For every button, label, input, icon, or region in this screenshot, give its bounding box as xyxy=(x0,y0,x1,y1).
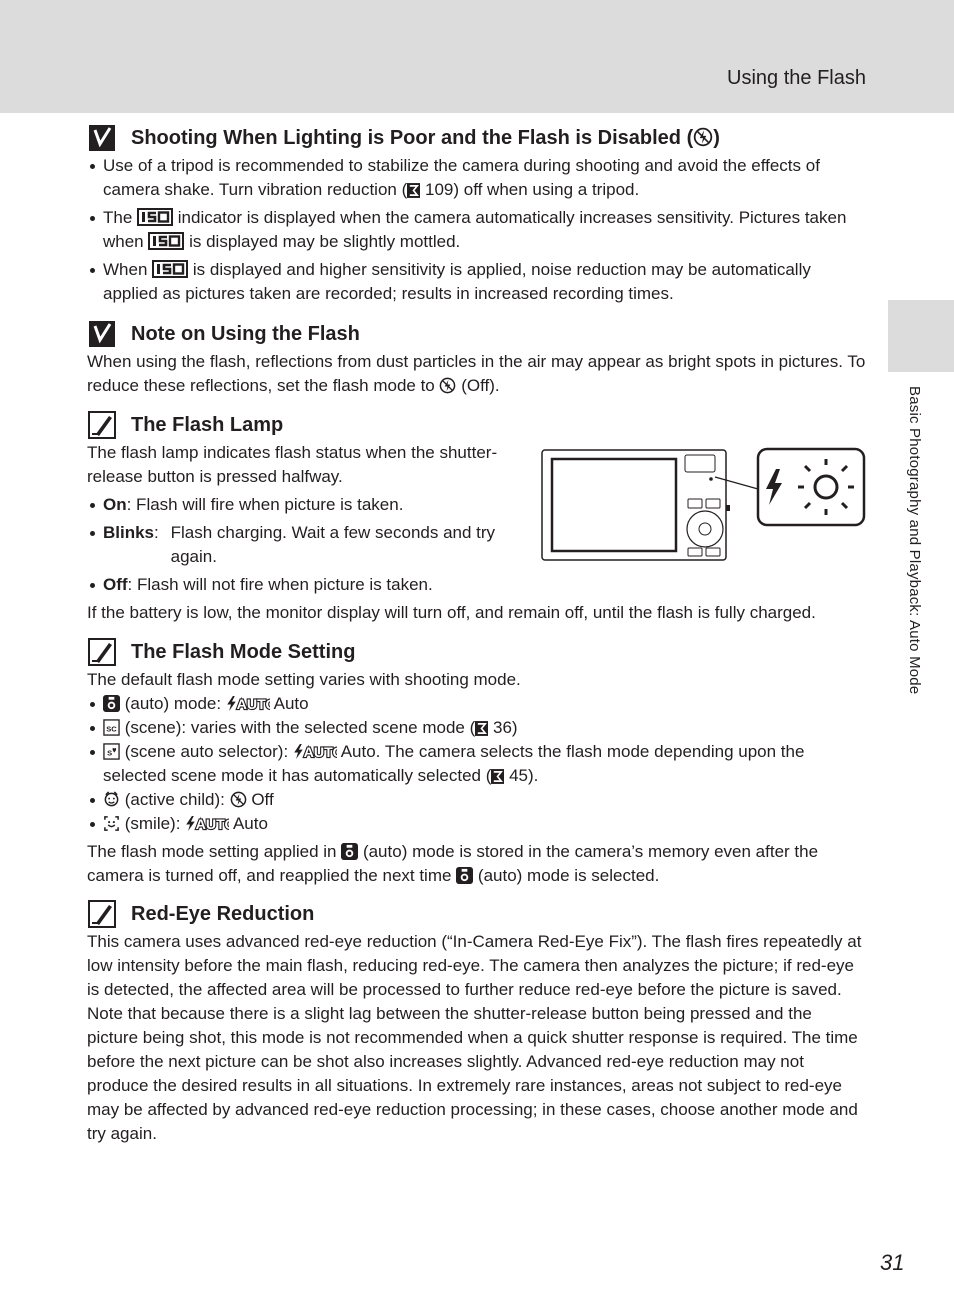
list-item: Off: Flash will not fire when picture is taken. xyxy=(87,573,517,597)
flash-auto-icon xyxy=(185,815,229,832)
check-icon xyxy=(88,124,116,152)
flash-off-icon xyxy=(230,791,247,808)
pencil-icon xyxy=(88,900,116,928)
flash-auto-icon xyxy=(293,743,337,760)
camera-illustration xyxy=(540,447,870,565)
section-note xyxy=(87,320,867,398)
flash-off-icon xyxy=(439,377,456,394)
section-heading xyxy=(87,638,867,666)
check-icon xyxy=(88,320,116,348)
paragraph: The flash lamp indicates flash status when the shutter-release button is pressed halfway. xyxy=(87,443,498,486)
page-number: 31 xyxy=(880,1250,905,1275)
section-red-eye xyxy=(87,900,867,1146)
pencil-icon xyxy=(88,411,116,439)
heading-text: Red-Eye Reduction xyxy=(131,903,315,925)
page-header xyxy=(0,0,954,113)
list-item: (auto) mode: Auto xyxy=(87,692,867,716)
section-heading xyxy=(87,320,867,348)
section-heading xyxy=(87,900,867,928)
section-heading xyxy=(87,411,867,439)
camera-auto-icon xyxy=(456,867,473,884)
list-item: (smile): Auto xyxy=(87,812,867,836)
chapter-tab xyxy=(888,300,954,372)
list-item: (active child): Off xyxy=(87,788,867,812)
list-item: Blinks : Flash charging. Wait a few seconds and try again. xyxy=(87,521,517,569)
header-title: Using the Flash xyxy=(727,67,866,89)
camera-auto-icon xyxy=(341,843,358,860)
flash-off-icon xyxy=(693,127,713,147)
reference-icon xyxy=(475,721,488,736)
section-flash-mode xyxy=(87,638,867,888)
reference-icon xyxy=(407,183,420,198)
section-poor-light xyxy=(87,124,867,310)
scene-icon xyxy=(103,719,120,736)
smile-icon xyxy=(103,815,120,832)
heading-text: Shooting When Lighting is Poor and the Flash is Disabled ( ) xyxy=(131,127,720,149)
section-heading xyxy=(87,124,867,152)
camera-auto-icon xyxy=(103,695,120,712)
heading-text: The Flash Lamp xyxy=(131,414,284,436)
list-item: When is displayed and higher sensitivity is applied, noise reduction may be automatically applied as pictures taken are recorded; results in increased recording times. xyxy=(87,258,867,306)
heading-text: The Flash Mode Setting xyxy=(131,641,356,663)
iso-icon xyxy=(148,232,184,250)
list-item: (scene): varies with the selected scene mode ( 36) xyxy=(87,716,867,740)
heading-text: Note on Using the Flash xyxy=(131,323,360,345)
chapter-side-title: Basic Photography and Playback: Auto Mode xyxy=(906,386,923,695)
paragraph: The flash mode setting applied in (auto) mode is stored in the camera’s memory even after the camera is turned off, and reapplied the next time (auto) mode is selected. xyxy=(87,842,819,885)
list-item: On: Flash will fire when picture is taken. xyxy=(87,493,517,517)
iso-icon xyxy=(137,208,173,226)
pencil-icon xyxy=(88,638,116,666)
paragraph: If the battery is low, the monitor display will turn off, and remain off, until the flash is fully charged. xyxy=(87,603,816,622)
reference-icon xyxy=(491,769,504,784)
list-item: (scene auto selector): Auto. The camera selects the flash mode depending upon the selected scene mode it has automatically selected ( 45). xyxy=(87,740,867,788)
flash-auto-icon xyxy=(226,695,270,712)
iso-icon xyxy=(152,260,188,278)
paragraph: When using the flash, reflections from dust particles in the air may appear as bright spots in pictures. To reduce these reflections, set the flash mode to (Off). xyxy=(87,352,866,395)
scene-auto-selector-icon xyxy=(103,743,120,760)
paragraph: The default flash mode setting varies with shooting mode. xyxy=(87,670,521,689)
paragraph: This camera uses advanced red-eye reduction (“In-Camera Red-Eye Fix”). The flash fires repeatedly at low intensity before the main flash, reducing red-eye. The camera then analyzes the picture; if red-eye is detected, the affected area will be processed to further reduce red-eye before the picture is saved. Note that because there is a slight lag between the shutter-release button being pressed and the picture being shot, this mode is not recommended when a quick shutter response is required. The time before the next picture can be shot also increases slightly. Advanced red-eye reduction may not produce the desired results in all situations. In extremely rare instances, areas not subject to red-eye may be affected by advanced red-eye reduction processing; in these cases, choose another mode and try again. xyxy=(87,932,862,1143)
active-child-icon xyxy=(103,791,120,808)
list-item: The indicator is displayed when the camera automatically increases sensitivity. Pictures taken when is displayed may be slightly mottled. xyxy=(87,206,867,254)
list-item: Use of a tripod is recommended to stabilize the camera during shooting and avoid the effects of camera shake. Turn vibration reduction ( 109) off when using a tripod. xyxy=(87,154,867,202)
